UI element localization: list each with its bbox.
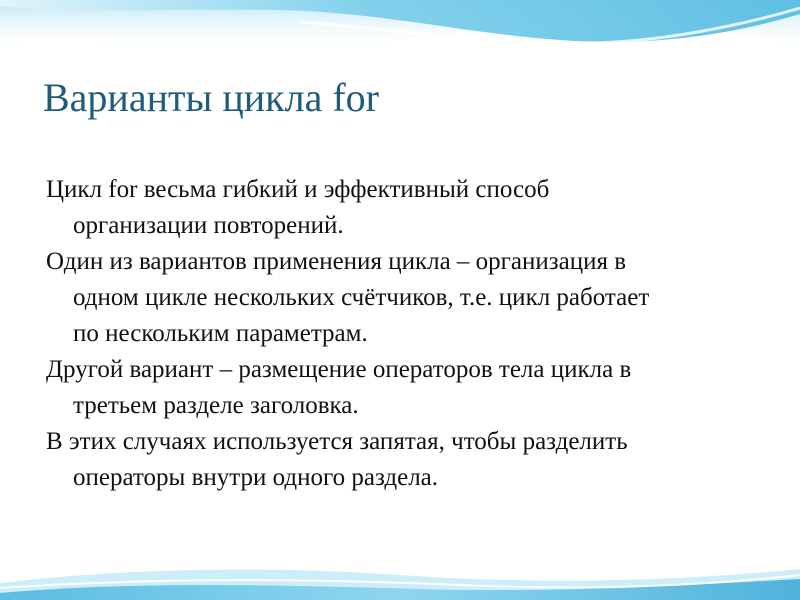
top-wave-decoration	[0, 0, 800, 80]
paragraph-3: Другой вариант – размещение операторов тела цикла в третьем разделе заголовка.	[46, 356, 632, 419]
paragraph-4: В этих случаях используется запятая, чтобы разделить операторы внутри одного раздела.	[46, 428, 628, 491]
bottom-wave-decoration	[0, 555, 800, 600]
slide-title: Варианты цикла for	[43, 75, 379, 120]
paragraph-2: Один из вариантов применения цикла – организация в одном цикле нескольких счётчиков, т.е. цикл работает по нескольким параметрам.	[46, 248, 650, 347]
paragraph-1: Цикл for весьма гибкий и эффективный способ организации повторений.	[46, 176, 550, 239]
slide-body	[46, 172, 746, 496]
